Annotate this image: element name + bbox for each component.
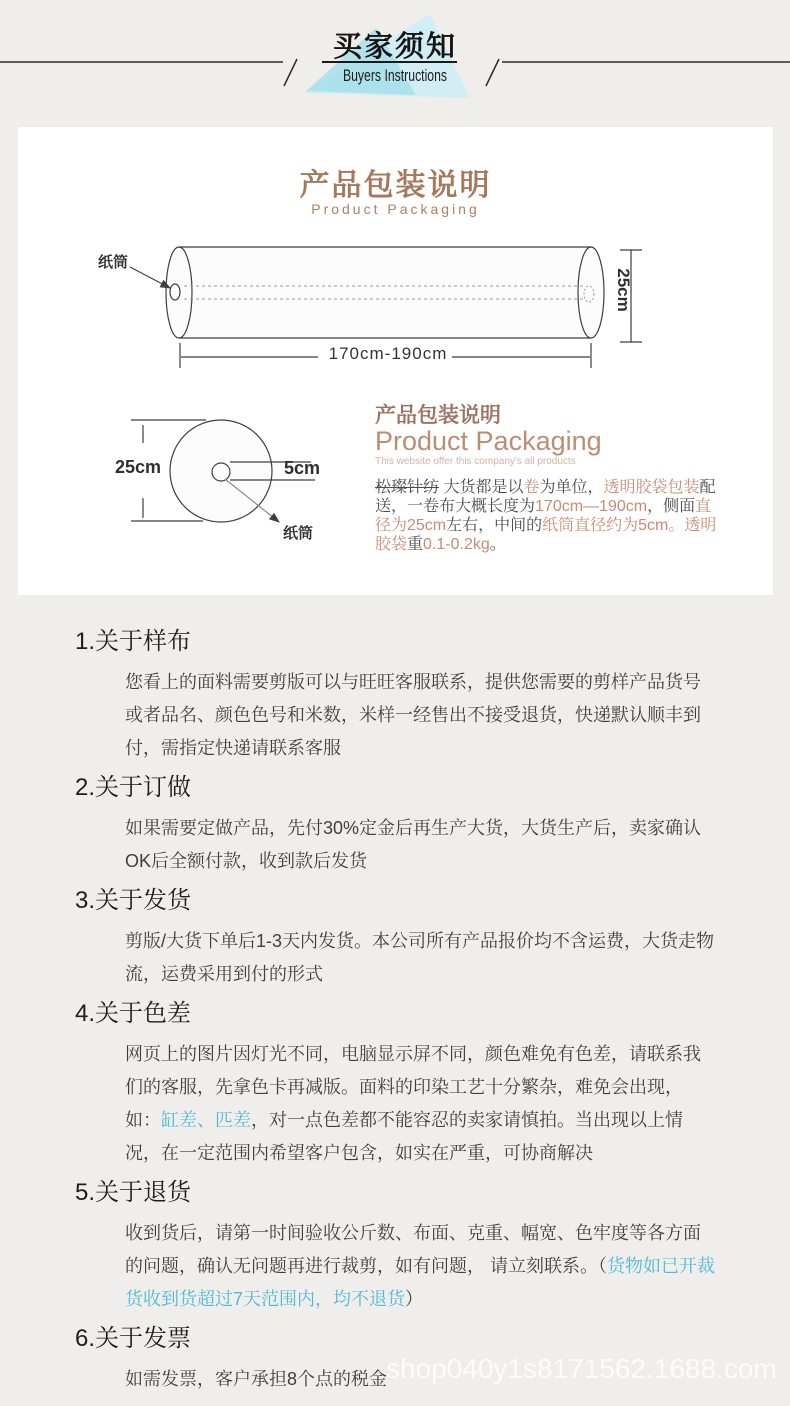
roll-length-label: 170cm-190cm: [328, 344, 448, 363]
buyer-notes: [0, 625, 790, 1402]
section-heading: 4.关于色差: [75, 1000, 192, 1027]
brand-name: 松璨针纺: [375, 479, 440, 496]
section-sample-fabric: [0, 625, 790, 765]
pack-info-block: [375, 404, 735, 554]
banner: [0, 0, 790, 112]
section-body: 如需发票，客户承担8个点的税金: [125, 1369, 388, 1389]
section-heading: 6.关于发票: [75, 1325, 192, 1352]
section-body: 您看上的面料需要剪版可以与旺旺客服联系，提供您需要的剪样产品货号或者品名、颜色色号和米数，米样一经售出不接受退货，快递默认顺丰到付，需指定快递请联系客服: [125, 672, 701, 758]
pack-info-tagline: This website offer this company's all products: [375, 456, 576, 467]
section-body: 收到货后，请第一时间验收公斤数、布面、克重、幅宽、色牢度等各方面的问题，确认无问题再进行裁剪，如有问题， 请立刻联系。（货物如已开裁货收到货超过7天范围内，均不退货）: [125, 1223, 715, 1309]
cross-section-core-label: 5cm: [284, 458, 321, 478]
packaging-card: [18, 127, 773, 595]
roll-tube-label: 纸筒: [98, 254, 129, 271]
roll-diameter-label: 25cm: [614, 268, 633, 312]
tube-pointer-arrow: [130, 267, 170, 288]
shop-watermark: shop040y1s8171562.1688.com: [386, 1353, 777, 1384]
pack-info-title: 产品包装说明: [375, 404, 501, 427]
card-title: 产品包装说明: [299, 169, 492, 202]
section-custom-order: [0, 771, 790, 878]
banner-subtitle: Buyers Instructions: [342, 66, 448, 85]
section-heading: 2.关于订做: [75, 774, 192, 801]
pack-info-body: 松璨针纺 大货都是以卷为单位，透明胶袋包装配送，一卷布大概长度为170cm—190cm，侧面直径为25cm左右，中间的纸筒直径约为5cm。透明胶袋重0.1-0.2kg。: [375, 479, 717, 553]
card-subtitle: Product Packaging: [311, 201, 480, 217]
banner-title: 买家须知: [332, 31, 457, 63]
section-body: 网页上的图片因灯光不同，电脑显示屏不同，颜色难免有色差，请联系我们的客服，先拿色卡再减版。面料的印染工艺十分繁杂，难免会出现，如：缸差、匹差，对一点色差都不能容忍的卖家请慎拍。当出现以上情况，在一定范围内希望客户包含，如实在严重，可协商解决: [125, 1044, 701, 1163]
section-heading: 3.关于发货: [75, 887, 192, 914]
section-heading: 5.关于退货: [75, 1179, 192, 1206]
section-heading: 1.关于样布: [75, 628, 192, 655]
section-shipping: [0, 884, 790, 991]
pack-info-subtitle: Product Packaging: [375, 426, 602, 456]
section-body: 剪版/大货下单后1-3天内发货。本公司所有产品报价均不含运费，大货走物流，运费采用到付的形式: [125, 931, 715, 984]
section-body: 如果需要定做产品，先付30%定金后再生产大货，大货生产后，卖家确认OK后全额付款，收到款后发货: [125, 818, 702, 871]
section-color-difference: [0, 997, 790, 1170]
cross-section-tube-label: 纸筒: [283, 525, 314, 542]
section-returns: [0, 1176, 790, 1316]
cross-section-diameter-label: 25cm: [115, 457, 162, 477]
